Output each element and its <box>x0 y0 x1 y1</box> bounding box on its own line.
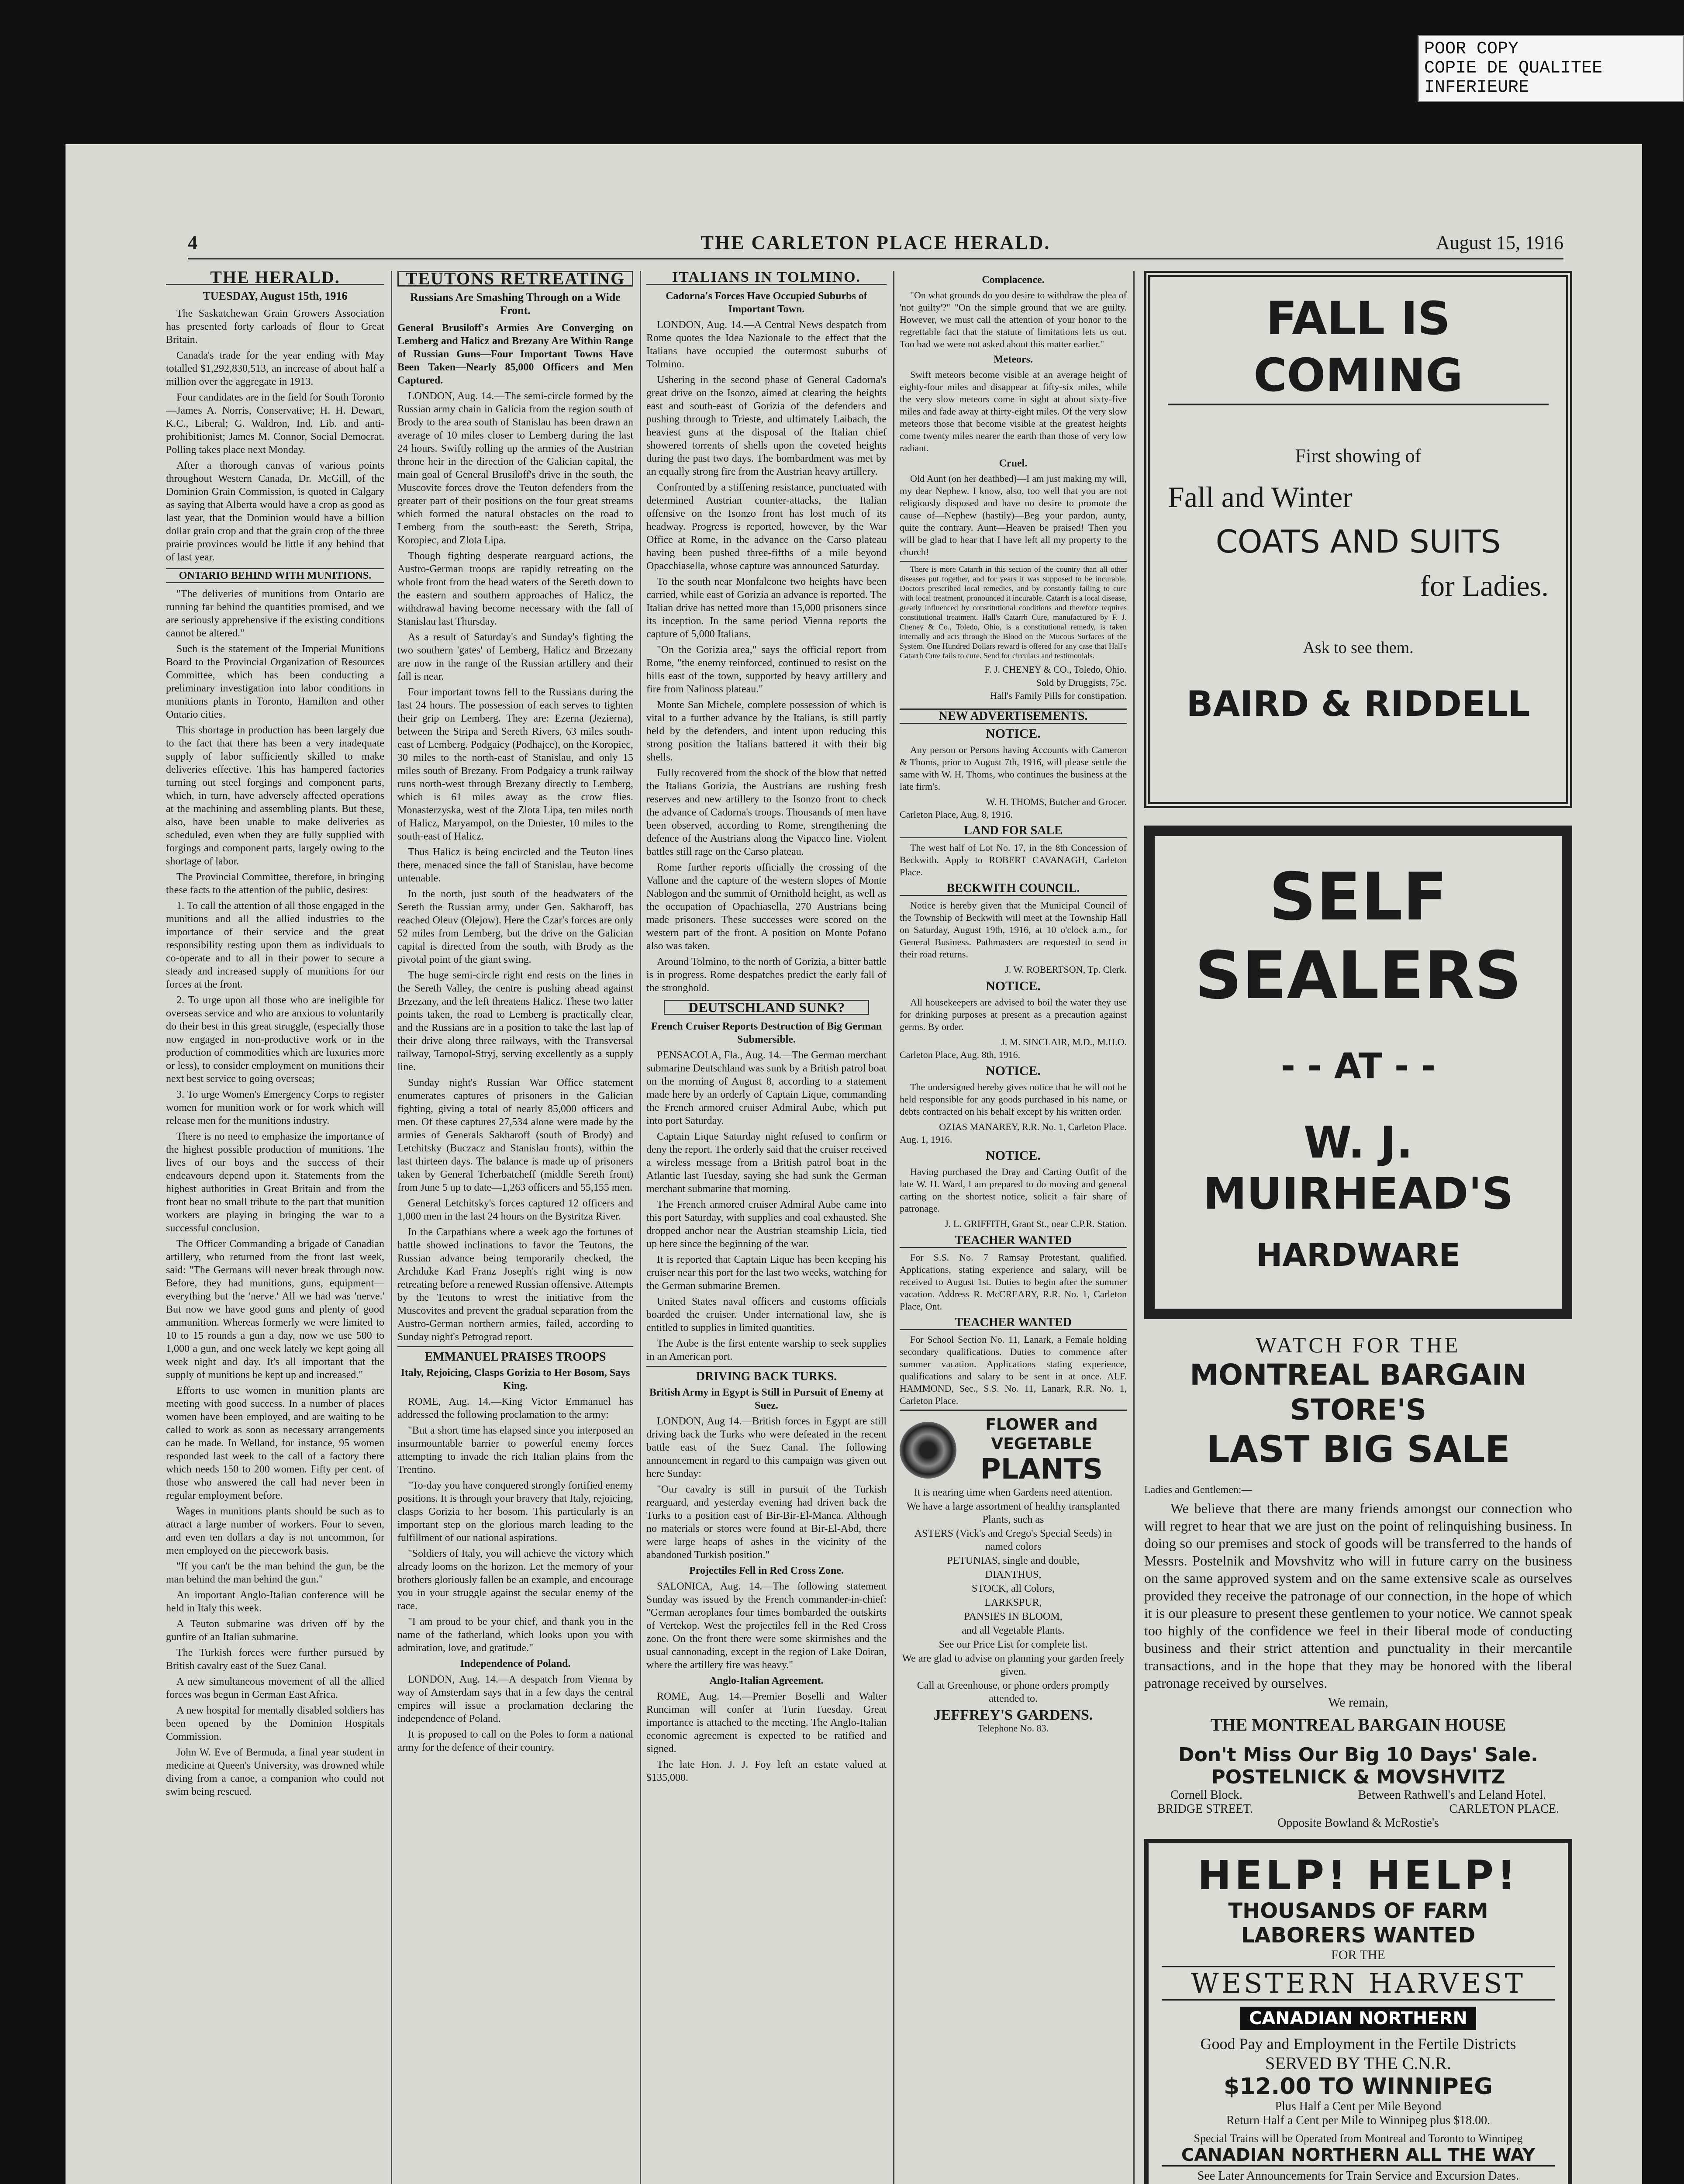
column-divider <box>391 271 392 2184</box>
help-help-ad <box>1144 1839 1572 2184</box>
paragraph: Call at Greenhouse, or phone orders promptly attended to. <box>917 1680 1110 1704</box>
land-for-sale-title: LAND FOR SALE <box>900 824 1127 838</box>
newspaper-page <box>66 144 1642 2184</box>
column-divider <box>640 271 641 2184</box>
self-sealers-headline: SELF SEALERS <box>1194 859 1522 1014</box>
bargain-house-name: THE MONTREAL BARGAIN HOUSE <box>1210 1715 1506 1735</box>
paragraph: ASTERS (Vick's and Crego's Special Seeds) in named colors <box>914 1528 1112 1552</box>
paragraph: ROME, Aug. 14.—King Victor Emmanuel has addressed the following proclamation to the army: <box>397 1396 633 1420</box>
complacence-text: "On what grounds do you desire to withdraw the plea of 'not guilty'?" "On the simple ground that we are guilty. However, we must call the attention of your honor to the regrettable fact that the statute of limitations lets us out. Too bad we were not asked about this matter earlier." <box>900 290 1127 349</box>
watch-for-line: WATCH FOR THE <box>1256 1333 1461 1357</box>
teacher-wanted-2-title: TEACHER WANTED <box>900 1316 1127 1330</box>
deutschland-paragraphs <box>646 1049 887 1363</box>
paragraph: A new simultaneous movement of all the allied forces was begun in German East Africa. <box>166 1676 384 1700</box>
paragraph: 1. To call the attention of all those engaged in the munitions and all the allied industries to the importance of their service and the great responsibility resting upon them as individuals to co-operate and to all in their power to secure a steady and increased supply of munitions for our forces at the front. <box>166 900 384 990</box>
paragraph: Thus Halicz is being encircled and the Teuton lines there, menaced since the fall of Stanislau, have become untenable. <box>397 847 633 884</box>
paragraph: "If you can't be the man behind the gun, be the man behind the man behind the gun." <box>166 1561 384 1585</box>
column-3 <box>646 271 887 2184</box>
red-cross-subhead: Projectiles Fell in Red Cross Zone. <box>689 1565 844 1576</box>
paragraph: Canada's trade for the year ending with May totalled $1,292,830,513, an increase of about half a million over the aggregate in 1913. <box>166 350 384 387</box>
teutons-headline: TEUTONS RETREATING <box>397 271 633 287</box>
teacher-wanted-1-text: For S.S. No. 7 Ramsay Protestant, qualified. Applications, stating experience and salary, will be received to August 1st. Duties to begin after the summer vacation. Address R. McCREARY, R.R. No. 1, Carleton Place, Ont. <box>900 1252 1127 1312</box>
turks-deck: British Army in Egypt is Still in Pursuit of Enemy at Suez. <box>649 1387 884 1411</box>
paragraph: In the Carpathians where a week ago the fortunes of battle showed inclinations to favor the Teutons, the Russian advance being temporarily checked, the Archduke Karl Franz Joseph's right wing is now retreating before a renewed Russian offensive. Attempts by the Teutons to wrest the initiative from the Muscovites and prevent the gradual separation from the Austro-German northern armies, failed, according to Sunday night's Petrograd report. <box>397 1227 633 1343</box>
druggists-line: Sold by Druggists, 75c. <box>1036 677 1127 688</box>
turks-headline: DRIVING BACK TURKS. <box>646 1366 887 1383</box>
agreement-paragraphs <box>646 1690 887 1784</box>
meteors-text: Swift meteors become visible at an average height of eighty-four miles and disappear at fifty-six miles, while the very slow meteors come in sight at about sixty-five miles and fade away at thirty-eight miles. Of the very slow meteors those that become visible at the greatest heights come twenty miles nearer the earth than those of very low radiant. <box>900 369 1127 453</box>
rose-icon <box>900 1422 956 1479</box>
deutschland-deck: French Cruiser Reports Destruction of Big German Submersible. <box>651 1021 882 1045</box>
paragraph: Such is the statement of the Imperial Munitions Board to the Provincial Organization of Resources Committee, which has been conducting a preliminary investigation into labor conditions in munitions plants in Toronto, Hamilton and other Ontario cities. <box>166 643 384 720</box>
issue-date: August 15, 1916 <box>1436 232 1563 253</box>
for-the-line: FOR THE <box>1331 1948 1385 1962</box>
address-row-2 <box>1144 1802 1572 1816</box>
paragraph: After a thorough canvas of various points throughout Western Canada, Dr. McGill, of the Dominion Grain Commission, is quoted in Calgary as saying that Alberta would have a crop as good as last year, that the Dominion would have a billion dollar grain crop and that the grain crop of the three prairie provinces would be little if any behind that of last year. <box>166 460 384 563</box>
teutons-paragraphs <box>397 390 633 1344</box>
notice-2-text: All housekeepers are advised to boil the water they use for drinking purposes at present as a precaution against germs. By order. <box>900 997 1127 1032</box>
notice-1-text: Any person or Persons having Accounts with Cameron & Thoms, prior to August 7th, 1916, will please settle the same with W. H. Thoms, who continues the business at the late firm's. <box>900 744 1127 792</box>
paragraph: Rome further reports officially the crossing of the Vallone and the capture of the western slopes of Monte Nablogon and the summit of Ornithold height, as well as the occupation of Opachiasella, 270 Austrians being made prisoners. These successes were scored on the western part of the front. A position on Monte Pofano also was taken. <box>646 862 887 952</box>
hardware-line: HARDWARE <box>1256 1237 1460 1273</box>
jeffreys-gardens: JEFFREY'S GARDENS. <box>933 1707 1093 1723</box>
beckwith-council-sign: J. W. ROBERTSON, Tp. Clerk. <box>1005 964 1127 975</box>
paragraph: Four candidates are in the field for South Toronto—James A. Norris, Conservative; H. H. Dewart, K.C., Liberal; G. Waldron, Ind. Lib. and anti-prohibitionist; James M. Connor, Social Democrat. Polling takes place next Monday. <box>166 392 384 456</box>
poor-copy-stamp <box>1418 35 1684 102</box>
meteors-subhead: Meteors. <box>994 354 1033 365</box>
paragraph: The late Hon. J. J. Foy left an estate valued at $135,000. <box>646 1759 887 1783</box>
paragraph: "Soldiers of Italy, you will achieve the victory which already looms on the horizon. Let the memory of your brothers gloriously fallen be an example, and encourage you in your struggle against the secular enemy of the race. <box>397 1548 633 1612</box>
paragraph: The huge semi-circle right end rests on the lines in the Sereth Valley, the centre is pushing ahead against Brzezany, and the left threatens Halicz. These two latter points taken, the road to Lemberg is practically clear, and the Russians are in a position to take the last lap of their drive along three railways, with the Transversal railway, Tarnopol-Stryj, serving excellently as a supply line. <box>397 970 633 1073</box>
last-big-sale: LAST BIG SALE <box>1206 1428 1510 1471</box>
notice-4-text: Having purchased the Dray and Carting Outfit of the late W. H. Ward, I am prepared to do moving and general carting on the shortest notice, solicit a fair share of patronage. <box>900 1166 1127 1214</box>
paragraph: Sunday night's Russian War Office statement enumerates captures of prisoners in the Galician fighting, giving a total of nearly 85,000 officers and men. Of these captures 27,534 alone were made by the armies of Generals Sakharoff (south of Brody) and Letchitsky (Buczacz and Stanislau fronts), within the last thirteen days. The balance is made up of prisoners taken by General Tcherbatcheff (middle Sereth front) from June 5 up to date—1,263 officers and 55,155 men. <box>397 1077 633 1193</box>
poland-subhead: Independence of Poland. <box>460 1658 571 1669</box>
bargain-body-text: We believe that there are many friends amongst our connection who will regret to hear that we are just on the point of relinquishing business. In doing so our premises and stock of goods will be transferred to the hands of Messrs. Postelnik and Movshvitz who will in future carry on the business on the same approved system and on the same extensive scale as ourselves provided they receive the patronage of our connection, in the hope of which it is our pleasure to present these gentlemen to your notice. We cannot speak too highly of the confidence we feel in their liberal mode of conducting business and their strict attention and punctuality in their mercantile transactions, and in the hope that they may be honored with the liberal patronage received by ourselves. <box>1144 1500 1572 1691</box>
paragraph: It is proposed to call on the Poles to form a national army for the defence of their country. <box>397 1729 633 1753</box>
return-line: Return Half a Cent per Mile to Winnipeg plus $18.00. <box>1226 2114 1491 2127</box>
dateline: TUESDAY, August 15th, 1916 <box>203 290 348 302</box>
plus-half-cent-line: Plus Half a Cent per Mile Beyond <box>1275 2100 1442 2113</box>
paragraph: "To-day you have conquered strongly fortified enemy positions. It is through your bravery that Italy, rejoicing, clasps Gorizia to her bosom. This particularly is an important step on the glorious march leading to the fulfillment of our national aspirations. <box>397 1480 633 1544</box>
column-1-paragraphs <box>166 307 384 564</box>
paragraph: LONDON, Aug. 14.—A Central News despatch from Rome quotes the Idea Nazionale to the effect that the Italians have occupied the outermost suburbs of Tolmino. <box>646 319 887 370</box>
teutons-deck: General Brusiloff's Armies Are Converging on Lemberg and Halicz and Brezany Are Within Range of Russian Guns—Four Important Towns Have Been Taken—Nearly 85,000 Officers and Men Captured. <box>397 322 633 386</box>
paragraph: John W. Eve of Bermuda, a final year student in medicine at Queen's University, was drowned while diving from a canoe, a companion who could not swim being rescued. <box>166 1747 384 1797</box>
paragraph: "Our cavalry is still in pursuit of the Turkish rearguard, and yesterday evening had driven back the Turks to a position east of Bir-Bir-El-Manca. Although no materials or stores were found at Bir-El-Abd, there were large heaps of ashes in the vicinity of the abandoned Turkish position." <box>646 1484 887 1561</box>
column-2 <box>397 271 633 2184</box>
paragraph: To the south near Monfalcone two heights have been carried, while east of Gorizia an advance is reported. The Italian drive has netted more than 15,000 prisoners since its inception. In the same period Vienna reports the capture of 5,000 Italians. <box>646 576 887 640</box>
paragraph: "On the Gorizia area," says the official report from Rome, "the enemy reinforced, continued to resist on the hills east of the town, supported by heavy artillery and fire from Nalinoss plateau." <box>646 644 887 695</box>
paragraph: LONDON, Aug 14.—British forces in Egypt are still driving back the Turks who were defeated in the recent battle east of the Suez Canal. The following announcement in regard to this campaign was given out here Sunday: <box>646 1416 887 1479</box>
address-bridge-street: BRIDGE STREET. <box>1157 1802 1253 1816</box>
paragraph: The Turkish forces were further pursued by British cavalry east of the Suez Canal. <box>166 1647 384 1672</box>
paragraph: The Aube is the first entente warship to seek supplies in an American port. <box>646 1338 887 1362</box>
pills-line: Hall's Family Pills for constipation. <box>990 690 1127 701</box>
catarrh-ad-text: There is more Catarrh in this section of the country than all other diseases put together, and for years it was supposed to be incurable. Doctors prescribed local remedies, and by constantly failing to cure with local treatment, pronounced it incurable. Catarrh is a local disease, greatly influenced by constitutional conditions and therefore requires constitutional treatment. Hall's Catarrh Cure, manufactured by F. J. Cheney & Co., Toledo, Ohio, is a constitutional remedy, is taken internally and acts through the Blood on the Mucous Surfaces of the System. One Hundred Dollars reward is offered for any case that Hall's Catarrh Cure fails to cure. Send for circulars and testimonials. <box>900 561 1127 660</box>
first-showing-line: First showing of <box>1295 445 1422 467</box>
paragraph: Captain Lique Saturday night refused to confirm or deny the report. The orderly said that the cruiser received a wireless message from a British patrol boat in the Atlantic last Tuesday, saying she had sunk the German merchant submarine that morning. <box>646 1131 887 1195</box>
bargain-store-name: MONTREAL BARGAIN STORE'S <box>1190 1358 1527 1427</box>
emmanuel-subhead: EMMANUEL PRAISES TROOPS <box>397 1346 633 1364</box>
address-carleton-place: CARLETON PLACE. <box>1449 1802 1559 1816</box>
paragraph: General Letchitsky's forces captured 12 officers and 1,000 men in the last 24 hours on the Bystritza River. <box>397 1198 633 1222</box>
montreal-bargain-ad <box>1144 1332 1572 1830</box>
notice-1-sign: W. H. THOMS, Butcher and Grocer. <box>986 796 1127 807</box>
emmanuel-deck: Italy, Rejoicing, Clasps Gorizia to Her Bosom, Says King. <box>400 1367 630 1392</box>
teutons-subtitle: Russians Are Smashing Through on a Wide Front. <box>410 291 621 317</box>
paragraph: Efforts to use women in munition plants are meeting with good success. In a number of places women have been employed, and are waiting to be called to work as soon as necessary arrangements can be made. In Welland, for instance, 95 women responded last week to the call of a factory there which needs 150 to 200 women. Fifty per cent. of those who answered the call had never been in regular employment before. <box>166 1385 384 1501</box>
paragraph: STOCK, all Colors, <box>971 1583 1055 1594</box>
stamp-line-1: POOR COPY <box>1424 39 1519 59</box>
paragraph: LONDON, Aug. 14.—A despatch from Vienna by way of Amsterdam says that in a few days the central empires will issue a proclamation declaring the independence of Poland. <box>397 1674 633 1724</box>
paragraph: PENSACOLA, Fla., Aug. 14.—The German merchant submarine Deutschland was sunk by a British patrol boat on the morning of August 8, according to a statement made here by an orderly of Captain Lique, commanding the French armored cruiser Admiral Aube, which put into port Saturday. <box>646 1050 887 1127</box>
paragraph: The Provincial Committee, therefore, in bringing these facts to the attention of the public, desires: <box>166 871 384 896</box>
paragraph: We are glad to advise on planning your garden freely given. <box>902 1653 1125 1677</box>
page-number: 4 <box>188 232 197 253</box>
fall-is-coming-ad <box>1144 271 1572 808</box>
poland-paragraphs <box>397 1673 633 1754</box>
notice-2-sign: J. M. SINCLAIR, M.D., M.H.O. <box>1001 1037 1127 1047</box>
coats-and-suits-line: COATS AND SUITS <box>1215 523 1501 560</box>
paragraph: ROME, Aug. 14.—Premier Boselli and Walter Runciman will confer at Turin Tuesday. Great importance is attached to the meeting. The Anglo-Italian economic agreement is expected to be ratified and signed. <box>646 1691 887 1755</box>
notice-1-date: Carleton Place, Aug. 8, 1916. <box>900 809 1013 820</box>
red-cross-paragraphs <box>646 1580 887 1672</box>
beckwith-council-title: BECKWITH COUNCIL. <box>900 882 1127 896</box>
dont-miss-line: Don't Miss Our Big 10 Days' Sale. <box>1178 1744 1538 1766</box>
cruel-text: Old Aunt (on her deathbed)—I am just making my will, my dear Nephew. I know, also, too well that you are not religiously disposed and have no desire to promote the cause of—Nephew (hastily)—Beg your pardon, aunty, quite the contrary. Aunt—Heaven be praised! Then you will be glad to hear that I have left all my property to the church! <box>900 473 1127 557</box>
notice-3-text: The undersigned hereby gives notice that he will not be held responsible for any goods purchased in his name, or debts contracted on his behalf except by his written order. <box>900 1082 1127 1117</box>
cheney-sign: F. J. CHENEY & CO., Toledo, Ohio. <box>984 664 1127 675</box>
paragraph: SALONICA, Aug. 14.—The following statement Sunday was issued by the French commander-in-chief: "German aeroplanes four times bombarded the outskirts of Vertekop. West the projectiles fell in the Red Cross zone. On the front there were some skirmishes and the usual cannonading, except in the region of Lake Doiran, where the artillery fire was heavy." <box>646 1581 887 1671</box>
paragraph: "But a short time has elapsed since you interposed an insurmountable barrier to powerful enemy forces attempting to invade the rich Italian plains from the Trentino. <box>397 1425 633 1476</box>
emmanuel-paragraphs <box>397 1395 633 1655</box>
thousands-line: THOUSANDS OF FARM <box>1228 1899 1488 1923</box>
column-4 <box>900 271 1127 2184</box>
notice-3-title: NOTICE. <box>986 1064 1041 1078</box>
column-1 <box>166 271 384 2184</box>
notice-2-title: NOTICE. <box>986 979 1041 993</box>
address-row-1 <box>1144 1788 1572 1802</box>
western-harvest-line: WESTERN HARVEST <box>1162 1966 1555 2001</box>
paragraph: Ushering in the second phase of General Cadorna's great drive on the Isonzo, aimed at clearing the heights east and south-east of Gorizia of the defenders and pushing through to Trieste, and ultimately Laibach, the heaviest guns at the disposal of the Italian chief showered torrents of shells upon the coveted heights during the past two days. The bombardment was met by an equally strong fire from the Austrian heavy artillery. <box>646 374 887 477</box>
paragraph: As a result of Saturday's and Sunday's fighting the two southern 'gates' of Lemberg, Halicz and Brzezany are now in the range of the Russian artillery and their fall is near. <box>397 632 633 682</box>
special-trains-line: Special Trains will be Operated from Montreal and Toronto to Winnipeg <box>1194 2132 1523 2145</box>
fall-and-winter-line: Fall and Winter <box>1168 480 1353 514</box>
notice-4-sign: J. L. GRIFFITH, Grant St., near C.P.R. Station. <box>945 1218 1127 1229</box>
cn-banner-wrap <box>1162 2007 1555 2030</box>
page-header <box>188 232 1563 259</box>
notice-3-date: Aug. 1, 1916. <box>900 1134 952 1145</box>
deutschland-headline: DEUTSCHLAND SUNK? <box>664 1000 869 1015</box>
postelnick-name: POSTELNICK & MOVSHVITZ <box>1211 1766 1505 1788</box>
paragraph: United States naval officers and customs officials boarded the cruiser. Under international law, she is entitled to supplies in limited quantities. <box>646 1296 887 1334</box>
at-line: - - AT - - <box>1280 1046 1436 1086</box>
agreement-subhead: Anglo-Italian Agreement. <box>709 1675 824 1686</box>
paragraph: There is no need to emphasize the importance of the highest possible production of munitions. The lives of our boys and the success of their endeavours depend upon it. Statements from the highest authorities in Great Britain and from the front bear no small tribute to the part that munition workers are playing in bringing the war to a successful conclusion. <box>166 1131 384 1234</box>
we-remain-line: We remain, <box>1328 1695 1388 1710</box>
fall-is-coming-headline: FALL IS COMING <box>1168 290 1549 405</box>
new-advertisements-heading: NEW ADVERTISEMENTS. <box>900 708 1127 724</box>
paragraph: An important Anglo-Italian conference will be held in Italy this week. <box>166 1590 384 1614</box>
plants-heading: PLANTS <box>980 1453 1103 1486</box>
tolmino-paragraphs <box>646 318 887 995</box>
paragraph: Around Tolmino, to the north of Gorizia, a bitter battle is in progress. Rome despatches predict the early fall of the stronghold. <box>646 956 887 994</box>
laborers-line: LABORERS WANTED <box>1241 1923 1476 1948</box>
cruel-subhead: Cruel. <box>999 458 1028 469</box>
notice-2-date: Carleton Place, Aug. 8th, 1916. <box>900 1049 1021 1060</box>
price-to-winnipeg: $12.00 TO WINNIPEG <box>1224 2073 1493 2100</box>
notice-3-sign: OZIAS MANAREY, R.R. No. 1, Carleton Place. <box>939 1121 1127 1132</box>
paragraph: 2. To urge upon all those who are ineligible for overseas service and who are anxious to voluntarily do their best in this great struggle, (especially those now engaged in non-productive work or in the production of commodities which are luxuries more or less), to consider employment on munitions their next best service to going overseas; <box>166 995 384 1085</box>
notice-4-title: NOTICE. <box>986 1148 1041 1163</box>
flower-ad-title: FLOWER and VEGETABLE <box>985 1416 1098 1453</box>
served-by-line: SERVED BY THE C.N.R. <box>1265 2053 1451 2073</box>
stamp-line-2: COPIE DE QUALITEE INFERIEURE <box>1424 59 1603 97</box>
paragraph: The French armored cruiser Admiral Aube came into this port Saturday, with supplies and coal exhausted. She dropped anchor near the Austrian steamship Licia, tied up here since the beginning of the war. <box>646 1199 887 1250</box>
paragraph: We have a large assortment of healthy transplanted Plants, such as <box>906 1501 1120 1525</box>
paragraph: Confronted by a stiffening resistance, punctuated with determined Austrian counter-attacks, the Italian offensive on the Isonzo front has lost much of its headway. Progress is reported, however, by the War Office at Rome, in the advance on the Carso plateau having been pushed three-fifths of a mile beyond Opacchiasella, whose capture was announced Saturday. <box>646 482 887 572</box>
notice-1-title: NOTICE. <box>986 726 1041 741</box>
good-pay-line: Good Pay and Employment in the Fertile Districts <box>1200 2035 1516 2053</box>
paragraph: and all Vegetable Plants. <box>962 1625 1065 1636</box>
paragraph: It is nearing time when Gardens need attention. <box>914 1487 1113 1498</box>
column-divider <box>893 271 894 2184</box>
muirhead-name: W. J. MUIRHEAD'S <box>1203 1117 1513 1219</box>
beckwith-council-text: Notice is hereby given that the Municipal Council of the Township of Beckwith will meet at the Township Hall on Saturday, August 19th, 1916, at 10 o'clock a.m., for General Business. Pathmasters are requested to send in their road returns. <box>900 900 1127 960</box>
greeting-line: Ladies and Gentlemen:— <box>1144 1484 1252 1496</box>
paragraph: Wages in munitions plants should be such as to attract a large number of workers. Four to seven, and even ten dollars a day is not uncommon, for men employed on the piecework basis. <box>166 1506 384 1556</box>
paragraph: LONDON, Aug. 14.—The semi-circle formed by the Russian army chain in Galicia from the region south of Brody to the area south of Stanislau has been drawn an average of 10 miles closer to Lemberg during the last 24 hours. Swiftly rolling up the armies of the Austrian throne heir in the direction of the Galician capital, the main goal of General Brusiloff's drive in the south, the Muscovite forces drove the Teuton defenders from the greater part of their positions on the four great streams which formed the natural obstacles on the road to Lemberg from the south-east: the Sereth, Stripa, Koropiec, and Zlota Lipa. <box>397 390 633 546</box>
herald-title: THE HERALD. <box>166 271 384 285</box>
paragraph: DIANTHUS, <box>985 1569 1042 1580</box>
paragraph: 3. To urge Women's Emergency Corps to register women for munition work or for work which will release men for the munitions industry. <box>166 1089 384 1127</box>
paragraph: PETUNIAS, single and double, <box>947 1555 1080 1566</box>
paragraph: It is reported that Captain Lique has been keeping his cruiser near this port for the last two weeks, watching for the German submarine Bremen. <box>646 1254 887 1292</box>
help-headline: HELP! HELP! <box>1197 1852 1519 1899</box>
turks-paragraphs <box>646 1415 887 1562</box>
telephone-number: Telephone No. 83. <box>977 1723 1049 1734</box>
tolmino-headline: ITALIANS IN TOLMINO. <box>646 271 887 285</box>
paragraph: "The deliveries of munitions from Ontario are running far behind the quantities promised, and we are seriously apprehensive if the existing conditions cannot be altered." <box>166 588 384 639</box>
paragraph: "I am proud to be your chief, and thank you in the name of the fatherland, which looks upon you with admiration, love, and gratitude." <box>397 1616 633 1654</box>
tolmino-deck: Cadorna's Forces Have Occupied Suburbs of Important Town. <box>666 290 867 315</box>
baird-riddell-name: BAIRD & RIDDELL <box>1186 684 1530 724</box>
column-divider <box>1133 271 1135 2184</box>
paragraph: The Saskatchewan Grain Growers Association has presented forty carloads of flour to Great Britain. <box>166 308 384 346</box>
ask-to-see-line: Ask to see them. <box>1303 639 1414 657</box>
teacher-wanted-1-title: TEACHER WANTED <box>900 1234 1127 1248</box>
paragraph: Four important towns fell to the Russians during the last 24 hours. The possession of each serves to tighten their grip on Lemberg. They are: Ezerna (Jezierna), between the Stripa and Sereth Rivers, 63 miles south-east of Lemberg. Podgaicy (Podhajce), on the Koropiec, 30 miles to the north-east of Stanislau, and only 15 miles south of Brezany. From Podgaicy a trunk railway runs north-west through Brezany directly to Lemberg, which is 61 miles away as the crow flies. Monasterzyska, west of the Zlota Lipa, ten miles north of Halicz, Maryampol, on the Dniester, 10 miles to the south-east of Halicz. <box>397 687 633 842</box>
masthead: THE CARLETON PLACE HERALD. <box>701 232 1051 253</box>
paragraph: A new hospital for mentally disabled soldiers has been opened by the Dominion Hospitals Commission. <box>166 1705 384 1742</box>
self-sealers-ad <box>1144 826 1572 1319</box>
complacence-subhead: Complacence. <box>982 274 1045 286</box>
paragraph: Though fighting desperate rearguard actions, the Austro-German troops are rapidly retreating on the whole front from the head waters of the Sereth down to the eastern and southern approaches of Halicz, the withdrawal having become necessary with the fall of Stanislau last Thursday. <box>397 550 633 627</box>
paragraph: A Teuton submarine was driven off by the gunfire of an Italian submarine. <box>166 1618 384 1643</box>
for-ladies-line: for Ladies. <box>1420 569 1549 602</box>
canadian-northern-banner: CANADIAN NORTHERN <box>1240 2007 1476 2030</box>
see-later-line: See Later Announcements for Train Service and Excursion Dates. <box>1197 2169 1519 2183</box>
paragraph: PANSIES IN BLOOM, <box>964 1611 1063 1622</box>
munitions-paragraphs <box>166 587 384 1798</box>
address-opposite: Opposite Bowland & McRostie's <box>1277 1816 1439 1830</box>
paragraph: This shortage in production has been largely due to the fact that there has been a very inadequate supply of labor sufficiently skilled to make deliveries effective. This has hampered factories turning out steel forgings and component parts, which, in turn, have adversely affected operations at the machining and assembling plants. But these, also, have been unable to make deliveries as scheduled, even when they are fully supplied with forgings and component parts, largely owing to the shortage of labor. <box>166 725 384 867</box>
address-cornell-block: Cornell Block. <box>1170 1788 1242 1802</box>
paragraph: The Officer Commanding a brigade of Canadian artillery, who returned from the front last week, said: "The Germans will never break through now. Before, they had munitions, guns, equipment—everything but the 'nerve.' All we had was 'nerve.' But now we have good guns and plenty of good ammunition. Whereas formerly we were limited to 10 to 15 rounds a gun a day, now we use 500 to 1,000 a gun, and one week lately we kept going all week night and day. It's all important that the supply of munitions be kept up and increased." <box>166 1238 384 1381</box>
munitions-subhead: ONTARIO BEHIND WITH MUNITIONS. <box>166 568 384 583</box>
paragraph: In the north, just south of the headwaters of the Sereth the Russian army, under Gen. Sakharoff, has reached Oleuv (Olejow). Here the Czar's forces are only 52 miles from Lemberg, but the drive on the Galician capital is directed from the south, with Brody as the pivotal point of the giant swing. <box>397 888 633 965</box>
teacher-wanted-2-text: For School Section No. 11, Lanark, a Female holding secondary qualifications. Duties to commence after summer vacation. Applications stating experience, qualifications and salary to be sent in at once. ALF. HAMMOND, Sec., S.S. No. 11, Lanark, R.R. No. 1, Carleton Place. <box>900 1334 1127 1406</box>
flower-ad <box>900 1410 1127 1735</box>
paragraph: Monte San Michele, complete possession of which is vital to a further advance by the Italians, is still partly held by the defenders, and intent upon reducing this strong position the Italians battered it with their big shells. <box>646 699 887 763</box>
address-between-hotels: Between Rathwell's and Leland Hotel. <box>1358 1788 1546 1802</box>
paragraph: LARKSPUR, <box>984 1597 1042 1608</box>
paragraph: Fully recovered from the shock of the blow that netted the Italians Gorizia, the Austrians are rushing fresh reserves and new artillery to the Isonzo front to check the advance of Cadorna's troops. Thousands of men have been observed, according to Rome, strengthening the defence of the Austrians along the Vipacco line. Violent battles still rage on the Carso plateau. <box>646 767 887 857</box>
land-for-sale-text: The west half of Lot No. 17, in the 8th Concession of Beckwith. Apply to ROBERT CAVANAGH, Carleton Place. <box>900 842 1127 878</box>
paragraph: See our Price List for complete list. <box>939 1639 1088 1650</box>
all-the-way-line: CANADIAN NORTHERN ALL THE WAY <box>1162 2145 1555 2167</box>
flower-ad-lines <box>900 1486 1127 1705</box>
